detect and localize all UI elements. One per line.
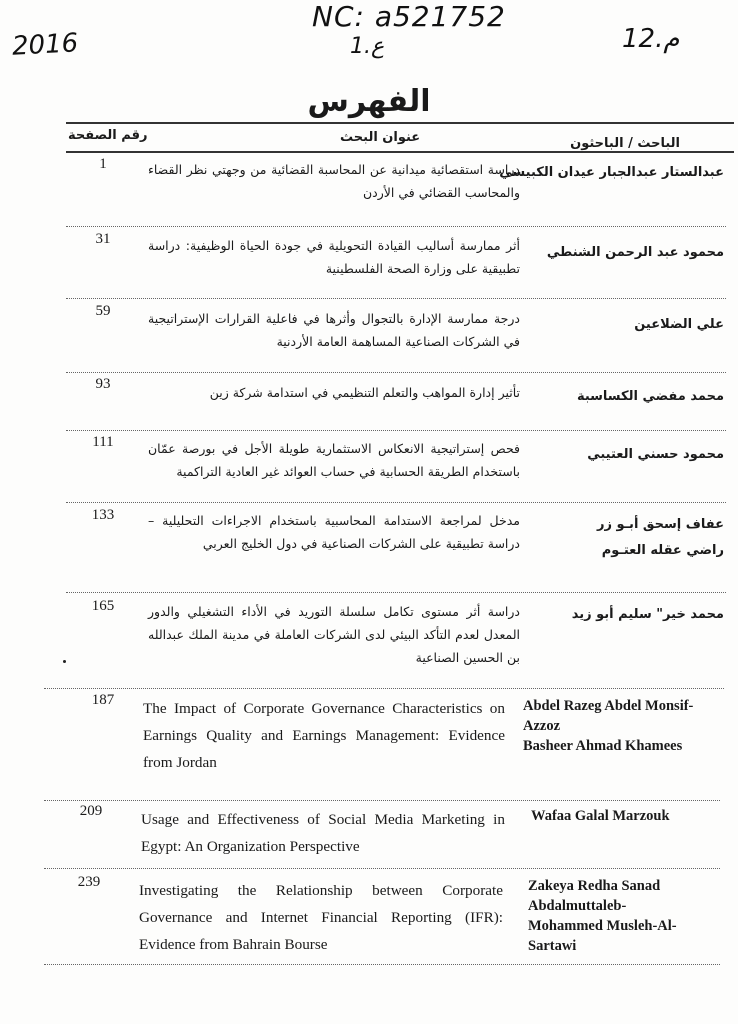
entry-title: أثر ممارسة أساليب القيادة التحويلية في جودة الحياة الوظيفية: دراسة تطبيقية على وزارة الصحة الفلسطينية <box>148 238 520 276</box>
entry-page-number: 239 <box>77 874 101 890</box>
entry-authors <box>524 442 724 468</box>
row-separator <box>44 800 720 801</box>
row-separator <box>66 592 726 593</box>
entry-page-number: 31 <box>95 231 111 247</box>
entry-page-number: 93 <box>95 376 111 392</box>
header-page: رقم الصفحة <box>68 128 148 143</box>
handwritten-call-number: NC: a521752 <box>312 0 506 33</box>
page-title: الفهرس <box>307 84 431 119</box>
row-separator <box>66 430 726 431</box>
entry-authors <box>524 240 724 266</box>
entry-authors <box>531 806 731 826</box>
handwritten-year: 2016 <box>11 28 79 62</box>
entry-authors <box>524 512 724 564</box>
author-name: علي الضلاعين <box>634 317 724 332</box>
row-separator <box>44 964 720 965</box>
handwritten-volume: 1.ع <box>350 34 385 59</box>
entry-page-number: 1 <box>99 156 107 172</box>
author-name: Wafaa Galal Marzouk <box>531 808 670 824</box>
entry-authors <box>499 160 724 186</box>
author-name: محمد خير" سليم أبو زيد <box>571 607 724 622</box>
entry-authors <box>524 384 724 410</box>
entry-title: Investigating the Relationship between Corporate Governance and Internet Financial Reporting (IFR): Evidence from Bahrain Bourse <box>139 882 503 953</box>
entry-authors <box>524 602 724 628</box>
author-name: Zakeya Redha Sanad Abdalmuttaleb-Mohammed Musleh-Al-Sartawi <box>528 878 677 954</box>
author-name: محمد مفضي الكساسبة <box>576 389 724 404</box>
entry-title: دراسة استقصائية ميدانية عن المحاسبة القضائية من وجهتي نظر القضاء والمحاسب القضائي في الأردن <box>148 162 520 200</box>
author-name: محمود حسني العتيبي <box>587 447 724 462</box>
author-name: Abdel Razeg Abdel Monsif-Azzoz <box>523 698 694 734</box>
entry-page-number: 111 <box>92 434 114 450</box>
entry-title: فحص إستراتيجية الانعكاس الاستثمارية طويلة الأجل في بورصة عمّان باستخدام الطريقة الحسابية في حساب العوائد غير العادية التراكمية <box>148 441 520 479</box>
author-name: راضي عقله العتـوم <box>601 543 724 558</box>
entry-title: The Impact of Corporate Governance Characteristics on Earnings Quality and Earnings Management: Evidence from Jordan <box>143 700 505 771</box>
entry-page-number: 59 <box>95 303 111 319</box>
table-header-rule <box>66 151 734 153</box>
row-separator <box>44 868 720 869</box>
header-title: عنوان البحث <box>340 130 421 145</box>
row-separator <box>44 688 724 689</box>
author-name: عفاف إسحق أبـو زر <box>596 517 724 532</box>
entry-title: تأثير إدارة المواهب والتعلم التنظيمي في استدامة شركة زين <box>209 385 520 400</box>
row-separator <box>66 226 726 227</box>
row-separator <box>66 372 726 373</box>
entry-title: مدخل لمراجعة الاستدامة المحاسبية باستخدام الاجراءات التحليلية – دراسة تطبيقية على الشركات الصناعية في دول الخليج العربي <box>148 513 520 551</box>
handwritten-number: 12.م <box>622 24 680 54</box>
entry-authors <box>524 312 724 338</box>
row-separator <box>66 298 726 299</box>
author-name: عبدالستار عبدالجبار عيدان الكبيسي <box>499 165 724 180</box>
entry-authors <box>523 696 723 756</box>
entry-title: دراسة أثر مستوى تكامل سلسلة التوريد في الأداء التشغيلي والدور المعدل لعدم التأكد البيئي لدى الشركات العاملة في مدينة الملك عبدالله بن الحسين الصناعية <box>148 604 520 665</box>
entry-page-number: 187 <box>91 692 115 708</box>
author-name: Basheer Ahmad Khamees <box>523 738 683 754</box>
author-name: محمود عبد الرحمن الشنطي <box>546 245 724 260</box>
entry-page-number: 209 <box>79 803 103 819</box>
table-top-rule <box>66 122 734 124</box>
entry-page-number: 165 <box>91 598 115 614</box>
entry-page-number: 133 <box>91 507 115 523</box>
row-separator <box>66 502 726 503</box>
header-author: الباحث / الباحثون <box>570 136 680 151</box>
entry-title: Usage and Effectiveness of Social Media Marketing in Egypt: An Organization Perspective <box>141 811 505 855</box>
stray-dot <box>63 660 66 663</box>
entry-title: درجة ممارسة الإدارة بالتجوال وأثرها في فاعلية القرارات الإستراتيجية في الشركات الصناعية المساهمة العامة الأردنية <box>148 311 520 349</box>
entry-authors <box>528 876 688 956</box>
